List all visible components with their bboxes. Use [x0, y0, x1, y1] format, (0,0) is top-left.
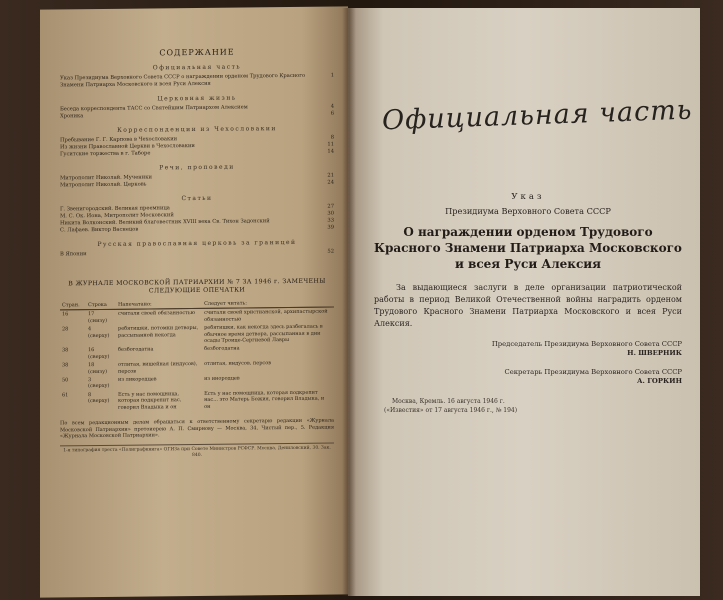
toc-entry-page: 30	[327, 210, 334, 217]
toc-entry-title: С. Лафаев. Виктор Васнецов	[60, 226, 139, 234]
toc-entry-title: Беседа корреспондента ТАСС со Святейшим Патриархом Алексием	[60, 104, 248, 113]
toc-entry-title: В Японии	[60, 251, 87, 258]
errata-header-correct: Следует читать:	[202, 299, 334, 309]
table-of-contents	[60, 63, 334, 259]
decree-body: За выдающиеся заслуги в деле организации патриотической работы в период Великой Отечественной войны наградить орденом Трудового Красного Знамени Патриарха Московского и всея Руси Алексия.	[374, 283, 682, 328]
errata-title: В ЖУРНАЛЕ МОСКОВСКОЙ ПАТРИАРХИИ № 7 ЗА 1946 г. ЗАМЕЧЕНЫ СЛЕДУЮЩИЕ ОПЕЧАТКИ	[68, 277, 326, 294]
printing-imprint: 1-я типография треста «Полиграфкнига» ОГИЗа при Совете Министров РСФСР. Москва, Дениловский, 30. Зак. 840.	[60, 442, 334, 460]
toc-title: СОДЕРЖАНИЕ	[159, 47, 235, 58]
errata-cell-line: 3 (сверху)	[88, 377, 110, 390]
toc-section-heading: Церковная жизнь	[157, 94, 237, 103]
toc-entry-title: Никита Волконский. Великий благовестник XVIII века Св. Тихон Задонский	[60, 218, 270, 227]
errata-body	[60, 307, 334, 412]
toc-entry-page: 1	[330, 72, 334, 79]
place-date: Москва, Кремль. 16 августа 1946 г.	[392, 398, 505, 405]
open-booklet	[40, 8, 700, 596]
book-spine	[342, 8, 356, 596]
toc-entry-title: Гуситские торжества в г. Таборе	[60, 150, 151, 158]
errata-cell-printed: отлитая, вишейная (индусов), персов	[118, 361, 198, 375]
errata-cell-correct: Есть у нас помощница, которая подкрепит нас... это Матерь Божия, говорил Владыка, и он	[204, 389, 325, 410]
left-page	[40, 6, 348, 597]
toc-section-heading: Официальная часть	[152, 63, 242, 72]
toc-entry	[60, 249, 334, 259]
errata-cell-correct: считали своей христианской, архипастырской обязанностью	[204, 309, 328, 323]
toc-section-heading: Речи, проповеди	[159, 163, 235, 172]
errata-cell-page: 38	[62, 347, 69, 354]
errata-cell-page: 28	[62, 326, 69, 333]
errata-cell-line: 8 (сверху)	[88, 391, 110, 405]
toc-section-heading: Корреспонденции из Чехословакии	[117, 125, 277, 134]
toc-entry-page: 27	[327, 203, 334, 210]
toc-entry	[60, 225, 334, 235]
toc-entry-title: Пребывание Г. Г. Карпова в Чехословакии	[60, 136, 178, 144]
presidium-line: Президиума Верховного Совета СССР	[445, 206, 611, 216]
toc-entry-title: М. С. Ок. Иона, Митрополит Московский	[60, 212, 174, 220]
signature-title: Секретарь Президиума Верховного Совета СССР	[504, 368, 682, 376]
signature-secretary	[374, 368, 682, 386]
toc-entry	[60, 149, 334, 159]
toc-entry-page: 11	[327, 141, 334, 148]
errata-cell-page: 61	[62, 392, 69, 399]
errata-cell-line: 17 (снизу)	[88, 311, 108, 324]
toc-entry-page: 24	[327, 179, 334, 186]
toc-entry-page: 6	[330, 110, 334, 117]
errata-cell-correct: отлитая, индусов, персов	[204, 360, 272, 368]
errata-cell-printed: считали своей обязанностью	[118, 310, 195, 318]
toc-entry-page: 33	[327, 217, 334, 224]
toc-entry-page: 39	[327, 224, 334, 231]
toc-section-heading: Русская православная церковь за границей	[97, 238, 297, 249]
toc-entry-title: Митрополит Николай. Мученики	[60, 174, 152, 182]
editorial-note: По всем редакционным делам обращаться к ответственному секретарю редакции «Журнала Московской Патриархии» протоиерею А. П. Смирнову — Москва, 34, Чистый пер., 5. Редакция «Журнала Московской Патриархии».	[60, 417, 334, 440]
errata-header-line: Строка	[86, 301, 116, 310]
errata-cell-page: 16	[62, 311, 69, 318]
errata-cell-printed: безбогодатна	[118, 346, 154, 354]
toc-entry	[60, 111, 334, 121]
toc-entry-title: Указ Президиума Верховного Совета СССР о награждении орденом Трудового Красного Знамени Патриарха Московского и всея Руси Алексия	[60, 72, 306, 89]
errata-cell-printed: из ликородцев	[118, 376, 157, 383]
source-citation: («Известия» от 17 августа 1946 г., № 194)	[384, 407, 518, 414]
errata-cell-line: 16 (сверху)	[88, 347, 110, 360]
toc-entry-page: 14	[327, 148, 334, 155]
signature-name: Н. ШВЕРНИК	[627, 349, 682, 357]
errata-row	[60, 388, 334, 412]
right-page	[348, 8, 700, 596]
toc-entry-title: Г. Звенигородский. Великая преемница	[60, 205, 170, 213]
signature-chairman	[374, 340, 682, 358]
toc-entry-title: Митрополит Николай. Церковь	[60, 181, 147, 189]
signature-name: А. ГОРКИН	[636, 377, 682, 385]
toc-entry-page: 52	[327, 248, 334, 255]
toc-entry-title: Из жизни Православной Церкви в Чехословакии	[60, 142, 195, 151]
errata-cell-page: 38	[62, 362, 69, 369]
errata-cell-line: 4 (сверху)	[88, 326, 110, 339]
errata-cell-line: 18 (снизу)	[88, 362, 108, 375]
toc-section-heading: Статьи	[181, 194, 213, 203]
errata-cell-printed: ребятишки, потомки детворы, рассыпанной некогда	[118, 325, 199, 339]
toc-entry	[60, 73, 334, 90]
errata-row	[60, 323, 334, 347]
toc-entry-page: 21	[327, 172, 334, 179]
signature-title: Председатель Президиума Верховного Совета СССР	[491, 340, 682, 348]
errata-cell-page: 50	[62, 377, 69, 384]
errata-header-page: Стран.	[60, 301, 86, 310]
errata-cell-correct: из инородцев	[204, 375, 240, 382]
toc-entry	[60, 180, 334, 190]
decree-label: Указ	[511, 192, 545, 202]
toc-entry-page: 4	[330, 103, 334, 110]
errata-table	[60, 299, 334, 413]
errata-header-printed: Напечатано:	[116, 300, 202, 310]
errata-cell-printed: Есть у нас помощница, которая подкрепит нас, говорил Владыка и он	[118, 391, 182, 411]
decree-headline: О награждении орденом Трудового Красного Знамени Патриарха Московского и всея Руси Алексия	[374, 225, 682, 271]
toc-entry-title: Хроника	[60, 113, 84, 120]
errata-cell-correct: безбогодатна	[204, 345, 240, 353]
toc-entry-page: 8	[330, 134, 334, 141]
handwritten-heading: Официальная часть	[381, 94, 693, 137]
errata-cell-correct: ребятишки, как некогда здесь разбегалась в обычное время детвора, рассыпанная в дни осады Троице-Сергиевой Лавры	[204, 323, 323, 344]
